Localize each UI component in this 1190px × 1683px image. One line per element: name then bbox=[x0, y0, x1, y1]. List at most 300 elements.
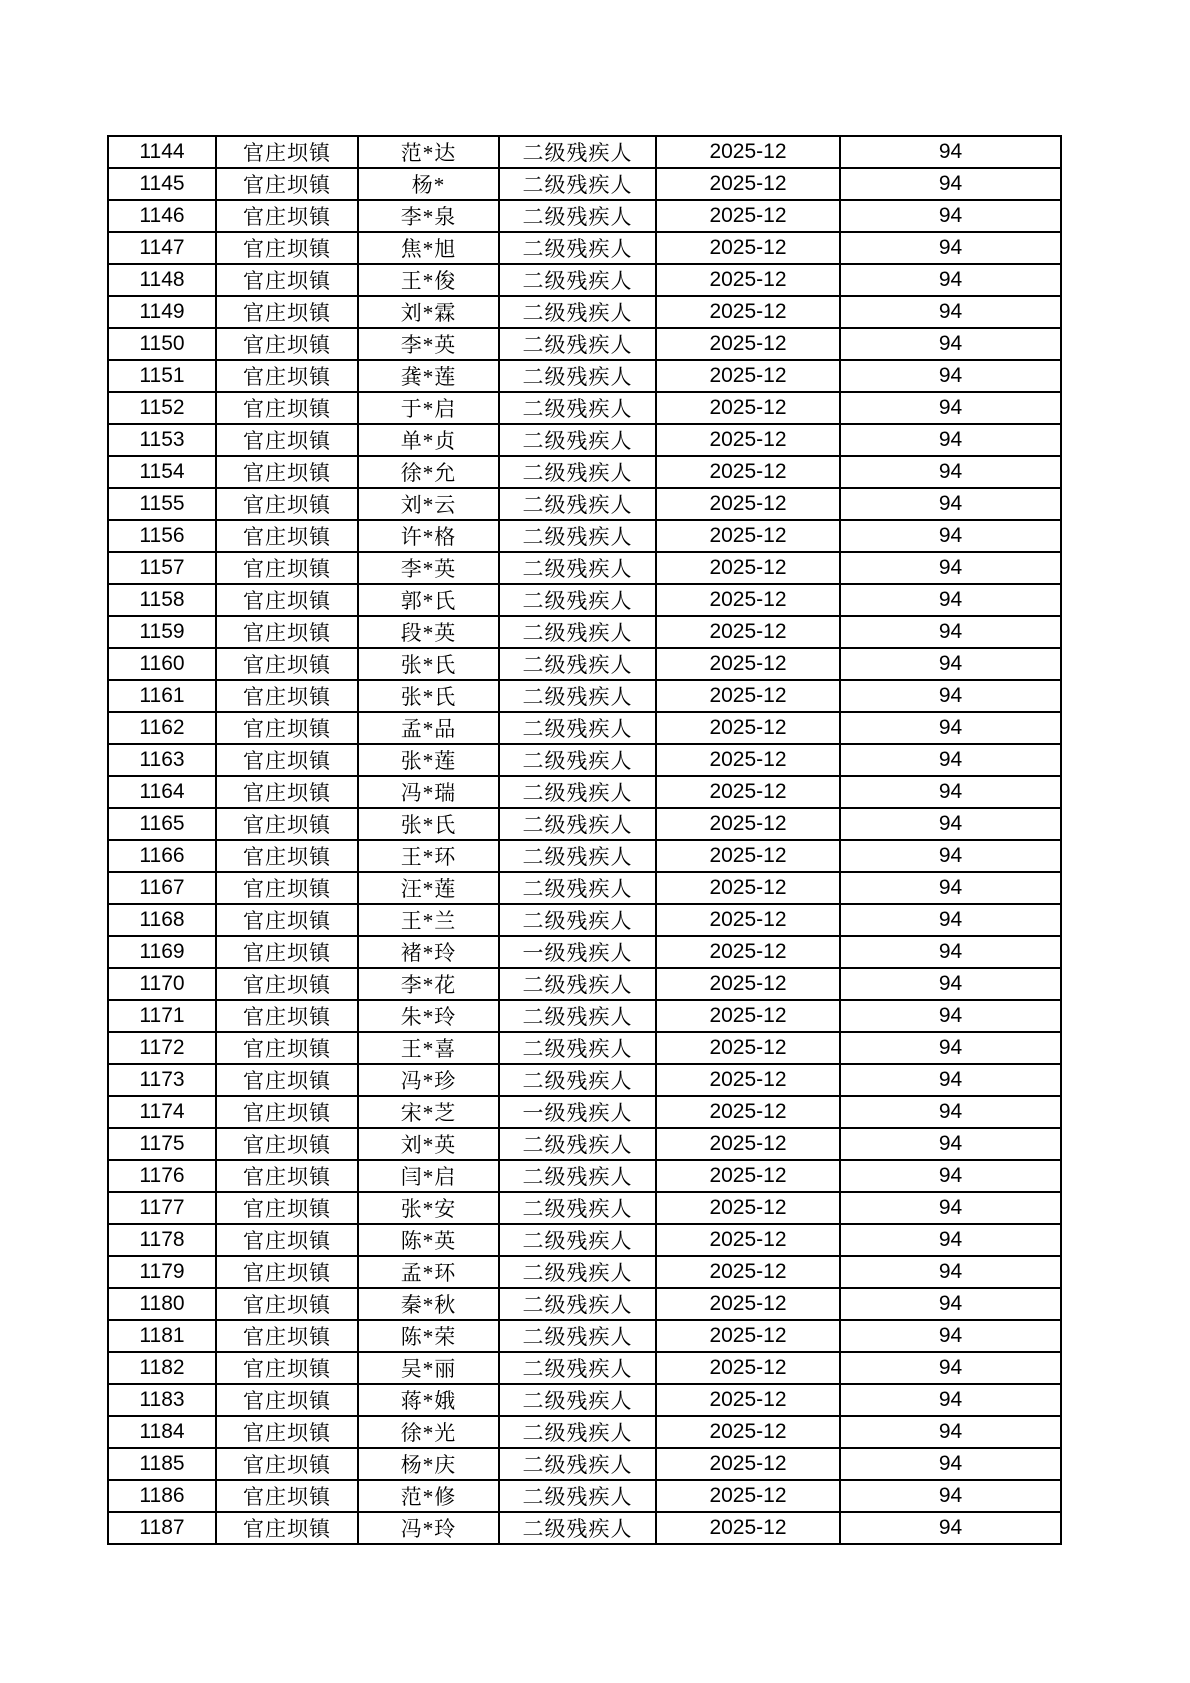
row-number-cell: 1173 bbox=[108, 1064, 216, 1096]
disability-level-cell: 二级残疾人 bbox=[499, 232, 656, 264]
disability-level-cell: 二级残疾人 bbox=[499, 136, 656, 168]
disability-level-cell: 二级残疾人 bbox=[499, 1384, 656, 1416]
amount-cell: 94 bbox=[840, 552, 1061, 584]
payment-month-cell: 2025-12 bbox=[656, 680, 840, 712]
table-row bbox=[108, 1320, 1061, 1352]
table-row bbox=[108, 1128, 1061, 1160]
masked-name-cell: 王*俊 bbox=[358, 264, 499, 296]
masked-name-cell: 徐*光 bbox=[358, 1416, 499, 1448]
amount-cell: 94 bbox=[840, 168, 1061, 200]
table-row bbox=[108, 520, 1061, 552]
row-number-cell: 1162 bbox=[108, 712, 216, 744]
amount-cell: 94 bbox=[840, 1256, 1061, 1288]
town-cell: 官庄坝镇 bbox=[216, 1416, 358, 1448]
disability-level-cell: 二级残疾人 bbox=[499, 1480, 656, 1512]
table-row bbox=[108, 616, 1061, 648]
disability-level-cell: 二级残疾人 bbox=[499, 1320, 656, 1352]
town-cell: 官庄坝镇 bbox=[216, 552, 358, 584]
masked-name-cell: 宋*芝 bbox=[358, 1096, 499, 1128]
town-cell: 官庄坝镇 bbox=[216, 1000, 358, 1032]
disability-level-cell: 二级残疾人 bbox=[499, 520, 656, 552]
table-row bbox=[108, 136, 1061, 168]
town-cell: 官庄坝镇 bbox=[216, 808, 358, 840]
row-number-cell: 1175 bbox=[108, 1128, 216, 1160]
town-cell: 官庄坝镇 bbox=[216, 776, 358, 808]
row-number-cell: 1177 bbox=[108, 1192, 216, 1224]
disability-level-cell: 二级残疾人 bbox=[499, 1128, 656, 1160]
payment-month-cell: 2025-12 bbox=[656, 776, 840, 808]
disability-level-cell: 二级残疾人 bbox=[499, 424, 656, 456]
amount-cell: 94 bbox=[840, 1096, 1061, 1128]
town-cell: 官庄坝镇 bbox=[216, 1224, 358, 1256]
table-row bbox=[108, 552, 1061, 584]
disability-level-cell: 二级残疾人 bbox=[499, 264, 656, 296]
amount-cell: 94 bbox=[840, 232, 1061, 264]
town-cell: 官庄坝镇 bbox=[216, 1320, 358, 1352]
payment-month-cell: 2025-12 bbox=[656, 808, 840, 840]
table-row bbox=[108, 1256, 1061, 1288]
disability-level-cell: 二级残疾人 bbox=[499, 648, 656, 680]
row-number-cell: 1178 bbox=[108, 1224, 216, 1256]
table-row bbox=[108, 904, 1061, 936]
row-number-cell: 1148 bbox=[108, 264, 216, 296]
row-number-cell: 1179 bbox=[108, 1256, 216, 1288]
masked-name-cell: 范*修 bbox=[358, 1480, 499, 1512]
masked-name-cell: 张*氏 bbox=[358, 648, 499, 680]
row-number-cell: 1156 bbox=[108, 520, 216, 552]
masked-name-cell: 王*兰 bbox=[358, 904, 499, 936]
table-row bbox=[108, 1352, 1061, 1384]
table-row bbox=[108, 840, 1061, 872]
payment-month-cell: 2025-12 bbox=[656, 1352, 840, 1384]
disability-level-cell: 二级残疾人 bbox=[499, 1512, 656, 1544]
row-number-cell: 1165 bbox=[108, 808, 216, 840]
payment-month-cell: 2025-12 bbox=[656, 1320, 840, 1352]
amount-cell: 94 bbox=[840, 680, 1061, 712]
row-number-cell: 1176 bbox=[108, 1160, 216, 1192]
table-row bbox=[108, 328, 1061, 360]
table-row bbox=[108, 680, 1061, 712]
row-number-cell: 1153 bbox=[108, 424, 216, 456]
table-row bbox=[108, 1160, 1061, 1192]
town-cell: 官庄坝镇 bbox=[216, 296, 358, 328]
payment-month-cell: 2025-12 bbox=[656, 1064, 840, 1096]
table-row bbox=[108, 648, 1061, 680]
disability-level-cell: 二级残疾人 bbox=[499, 1448, 656, 1480]
town-cell: 官庄坝镇 bbox=[216, 136, 358, 168]
town-cell: 官庄坝镇 bbox=[216, 1064, 358, 1096]
amount-cell: 94 bbox=[840, 872, 1061, 904]
payment-month-cell: 2025-12 bbox=[656, 488, 840, 520]
row-number-cell: 1147 bbox=[108, 232, 216, 264]
payment-month-cell: 2025-12 bbox=[656, 968, 840, 1000]
disability-level-cell: 二级残疾人 bbox=[499, 392, 656, 424]
table-row bbox=[108, 1000, 1061, 1032]
masked-name-cell: 闫*启 bbox=[358, 1160, 499, 1192]
table-row bbox=[108, 936, 1061, 968]
payment-month-cell: 2025-12 bbox=[656, 360, 840, 392]
town-cell: 官庄坝镇 bbox=[216, 200, 358, 232]
table-row bbox=[108, 1064, 1061, 1096]
amount-cell: 94 bbox=[840, 936, 1061, 968]
town-cell: 官庄坝镇 bbox=[216, 232, 358, 264]
disability-level-cell: 二级残疾人 bbox=[499, 616, 656, 648]
payment-month-cell: 2025-12 bbox=[656, 264, 840, 296]
table-row bbox=[108, 1096, 1061, 1128]
row-number-cell: 1158 bbox=[108, 584, 216, 616]
amount-cell: 94 bbox=[840, 1512, 1061, 1544]
table-row bbox=[108, 744, 1061, 776]
table-row bbox=[108, 1192, 1061, 1224]
table-row bbox=[108, 776, 1061, 808]
masked-name-cell: 吴*丽 bbox=[358, 1352, 499, 1384]
amount-cell: 94 bbox=[840, 136, 1061, 168]
disability-level-cell: 二级残疾人 bbox=[499, 1256, 656, 1288]
payment-month-cell: 2025-12 bbox=[656, 1256, 840, 1288]
row-number-cell: 1167 bbox=[108, 872, 216, 904]
row-number-cell: 1185 bbox=[108, 1448, 216, 1480]
amount-cell: 94 bbox=[840, 1448, 1061, 1480]
disability-level-cell: 二级残疾人 bbox=[499, 200, 656, 232]
table-row bbox=[108, 424, 1061, 456]
payment-month-cell: 2025-12 bbox=[656, 1416, 840, 1448]
amount-cell: 94 bbox=[840, 776, 1061, 808]
table-row bbox=[108, 456, 1061, 488]
town-cell: 官庄坝镇 bbox=[216, 584, 358, 616]
masked-name-cell: 于*启 bbox=[358, 392, 499, 424]
masked-name-cell: 刘*云 bbox=[358, 488, 499, 520]
amount-cell: 94 bbox=[840, 328, 1061, 360]
amount-cell: 94 bbox=[840, 840, 1061, 872]
masked-name-cell: 蒋*娥 bbox=[358, 1384, 499, 1416]
row-number-cell: 1157 bbox=[108, 552, 216, 584]
disability-level-cell: 二级残疾人 bbox=[499, 712, 656, 744]
masked-name-cell: 李*英 bbox=[358, 328, 499, 360]
payment-month-cell: 2025-12 bbox=[656, 712, 840, 744]
payment-month-cell: 2025-12 bbox=[656, 1224, 840, 1256]
row-number-cell: 1169 bbox=[108, 936, 216, 968]
row-number-cell: 1166 bbox=[108, 840, 216, 872]
table-row bbox=[108, 296, 1061, 328]
disability-level-cell: 二级残疾人 bbox=[499, 1192, 656, 1224]
amount-cell: 94 bbox=[840, 488, 1061, 520]
masked-name-cell: 张*氏 bbox=[358, 808, 499, 840]
row-number-cell: 1159 bbox=[108, 616, 216, 648]
amount-cell: 94 bbox=[840, 456, 1061, 488]
amount-cell: 94 bbox=[840, 968, 1061, 1000]
payment-month-cell: 2025-12 bbox=[656, 424, 840, 456]
town-cell: 官庄坝镇 bbox=[216, 1096, 358, 1128]
amount-cell: 94 bbox=[840, 1224, 1061, 1256]
table-row bbox=[108, 968, 1061, 1000]
masked-name-cell: 杨*庆 bbox=[358, 1448, 499, 1480]
amount-cell: 94 bbox=[840, 360, 1061, 392]
disability-level-cell: 二级残疾人 bbox=[499, 1064, 656, 1096]
table-row bbox=[108, 1512, 1061, 1544]
amount-cell: 94 bbox=[840, 1128, 1061, 1160]
masked-name-cell: 单*贞 bbox=[358, 424, 499, 456]
table-row bbox=[108, 232, 1061, 264]
table-row bbox=[108, 872, 1061, 904]
masked-name-cell: 陈*荣 bbox=[358, 1320, 499, 1352]
payment-month-cell: 2025-12 bbox=[656, 904, 840, 936]
row-number-cell: 1174 bbox=[108, 1096, 216, 1128]
amount-cell: 94 bbox=[840, 520, 1061, 552]
row-number-cell: 1172 bbox=[108, 1032, 216, 1064]
amount-cell: 94 bbox=[840, 1192, 1061, 1224]
payment-month-cell: 2025-12 bbox=[656, 136, 840, 168]
table-row bbox=[108, 392, 1061, 424]
town-cell: 官庄坝镇 bbox=[216, 1128, 358, 1160]
masked-name-cell: 朱*玲 bbox=[358, 1000, 499, 1032]
payment-month-cell: 2025-12 bbox=[656, 1032, 840, 1064]
disability-level-cell: 二级残疾人 bbox=[499, 680, 656, 712]
row-number-cell: 1145 bbox=[108, 168, 216, 200]
row-number-cell: 1154 bbox=[108, 456, 216, 488]
amount-cell: 94 bbox=[840, 648, 1061, 680]
disability-level-cell: 二级残疾人 bbox=[499, 456, 656, 488]
amount-cell: 94 bbox=[840, 392, 1061, 424]
town-cell: 官庄坝镇 bbox=[216, 328, 358, 360]
masked-name-cell: 张*安 bbox=[358, 1192, 499, 1224]
amount-cell: 94 bbox=[840, 1288, 1061, 1320]
row-number-cell: 1186 bbox=[108, 1480, 216, 1512]
amount-cell: 94 bbox=[840, 1032, 1061, 1064]
town-cell: 官庄坝镇 bbox=[216, 968, 358, 1000]
amount-cell: 94 bbox=[840, 712, 1061, 744]
row-number-cell: 1182 bbox=[108, 1352, 216, 1384]
amount-cell: 94 bbox=[840, 424, 1061, 456]
masked-name-cell: 冯*瑞 bbox=[358, 776, 499, 808]
disability-level-cell: 二级残疾人 bbox=[499, 1288, 656, 1320]
disability-level-cell: 二级残疾人 bbox=[499, 872, 656, 904]
masked-name-cell: 刘*霖 bbox=[358, 296, 499, 328]
amount-cell: 94 bbox=[840, 616, 1061, 648]
payment-month-cell: 2025-12 bbox=[656, 1480, 840, 1512]
row-number-cell: 1164 bbox=[108, 776, 216, 808]
disability-level-cell: 二级残疾人 bbox=[499, 328, 656, 360]
town-cell: 官庄坝镇 bbox=[216, 1512, 358, 1544]
row-number-cell: 1160 bbox=[108, 648, 216, 680]
disability-level-cell: 二级残疾人 bbox=[499, 1032, 656, 1064]
records-table bbox=[107, 135, 1062, 1545]
town-cell: 官庄坝镇 bbox=[216, 616, 358, 648]
town-cell: 官庄坝镇 bbox=[216, 456, 358, 488]
disability-level-cell: 二级残疾人 bbox=[499, 584, 656, 616]
disability-level-cell: 二级残疾人 bbox=[499, 296, 656, 328]
row-number-cell: 1187 bbox=[108, 1512, 216, 1544]
amount-cell: 94 bbox=[840, 1160, 1061, 1192]
disability-level-cell: 二级残疾人 bbox=[499, 840, 656, 872]
amount-cell: 94 bbox=[840, 904, 1061, 936]
amount-cell: 94 bbox=[840, 1384, 1061, 1416]
town-cell: 官庄坝镇 bbox=[216, 1288, 358, 1320]
table-row bbox=[108, 168, 1061, 200]
amount-cell: 94 bbox=[840, 584, 1061, 616]
amount-cell: 94 bbox=[840, 1320, 1061, 1352]
payment-month-cell: 2025-12 bbox=[656, 616, 840, 648]
town-cell: 官庄坝镇 bbox=[216, 1160, 358, 1192]
masked-name-cell: 焦*旭 bbox=[358, 232, 499, 264]
disability-level-cell: 二级残疾人 bbox=[499, 360, 656, 392]
disability-level-cell: 二级残疾人 bbox=[499, 1160, 656, 1192]
disability-level-cell: 二级残疾人 bbox=[499, 488, 656, 520]
disability-level-cell: 二级残疾人 bbox=[499, 552, 656, 584]
disability-level-cell: 一级残疾人 bbox=[499, 1096, 656, 1128]
town-cell: 官庄坝镇 bbox=[216, 1256, 358, 1288]
masked-name-cell: 王*环 bbox=[358, 840, 499, 872]
masked-name-cell: 王*喜 bbox=[358, 1032, 499, 1064]
row-number-cell: 1183 bbox=[108, 1384, 216, 1416]
town-cell: 官庄坝镇 bbox=[216, 1192, 358, 1224]
masked-name-cell: 郭*氏 bbox=[358, 584, 499, 616]
amount-cell: 94 bbox=[840, 264, 1061, 296]
table-row bbox=[108, 1288, 1061, 1320]
town-cell: 官庄坝镇 bbox=[216, 872, 358, 904]
payment-month-cell: 2025-12 bbox=[656, 456, 840, 488]
masked-name-cell: 徐*允 bbox=[358, 456, 499, 488]
table-row bbox=[108, 1384, 1061, 1416]
amount-cell: 94 bbox=[840, 744, 1061, 776]
town-cell: 官庄坝镇 bbox=[216, 840, 358, 872]
payment-month-cell: 2025-12 bbox=[656, 232, 840, 264]
payment-month-cell: 2025-12 bbox=[656, 744, 840, 776]
disability-level-cell: 二级残疾人 bbox=[499, 1416, 656, 1448]
payment-month-cell: 2025-12 bbox=[656, 648, 840, 680]
row-number-cell: 1180 bbox=[108, 1288, 216, 1320]
records-table-body bbox=[108, 136, 1061, 1544]
table-row bbox=[108, 360, 1061, 392]
table-row bbox=[108, 1224, 1061, 1256]
payment-month-cell: 2025-12 bbox=[656, 1096, 840, 1128]
masked-name-cell: 褚*玲 bbox=[358, 936, 499, 968]
table-row bbox=[108, 1416, 1061, 1448]
row-number-cell: 1146 bbox=[108, 200, 216, 232]
table-row bbox=[108, 264, 1061, 296]
row-number-cell: 1144 bbox=[108, 136, 216, 168]
masked-name-cell: 龚*莲 bbox=[358, 360, 499, 392]
payment-month-cell: 2025-12 bbox=[656, 328, 840, 360]
payment-month-cell: 2025-12 bbox=[656, 200, 840, 232]
disability-level-cell: 二级残疾人 bbox=[499, 168, 656, 200]
disability-level-cell: 一级残疾人 bbox=[499, 936, 656, 968]
amount-cell: 94 bbox=[840, 200, 1061, 232]
amount-cell: 94 bbox=[840, 1352, 1061, 1384]
amount-cell: 94 bbox=[840, 808, 1061, 840]
disability-level-cell: 二级残疾人 bbox=[499, 744, 656, 776]
table-row bbox=[108, 1480, 1061, 1512]
town-cell: 官庄坝镇 bbox=[216, 1352, 358, 1384]
disability-level-cell: 二级残疾人 bbox=[499, 1352, 656, 1384]
table-row bbox=[108, 200, 1061, 232]
disability-level-cell: 二级残疾人 bbox=[499, 1000, 656, 1032]
disability-level-cell: 二级残疾人 bbox=[499, 968, 656, 1000]
town-cell: 官庄坝镇 bbox=[216, 488, 358, 520]
masked-name-cell: 冯*玲 bbox=[358, 1512, 499, 1544]
amount-cell: 94 bbox=[840, 1064, 1061, 1096]
masked-name-cell: 陈*英 bbox=[358, 1224, 499, 1256]
masked-name-cell: 张*莲 bbox=[358, 744, 499, 776]
payment-month-cell: 2025-12 bbox=[656, 1000, 840, 1032]
town-cell: 官庄坝镇 bbox=[216, 680, 358, 712]
masked-name-cell: 李*英 bbox=[358, 552, 499, 584]
row-number-cell: 1170 bbox=[108, 968, 216, 1000]
town-cell: 官庄坝镇 bbox=[216, 1448, 358, 1480]
masked-name-cell: 杨* bbox=[358, 168, 499, 200]
masked-name-cell: 许*格 bbox=[358, 520, 499, 552]
disability-level-cell: 二级残疾人 bbox=[499, 1224, 656, 1256]
payment-month-cell: 2025-12 bbox=[656, 1448, 840, 1480]
row-number-cell: 1155 bbox=[108, 488, 216, 520]
masked-name-cell: 段*英 bbox=[358, 616, 499, 648]
table-row bbox=[108, 488, 1061, 520]
town-cell: 官庄坝镇 bbox=[216, 936, 358, 968]
payment-month-cell: 2025-12 bbox=[656, 1512, 840, 1544]
masked-name-cell: 汪*莲 bbox=[358, 872, 499, 904]
masked-name-cell: 孟*品 bbox=[358, 712, 499, 744]
masked-name-cell: 范*达 bbox=[358, 136, 499, 168]
row-number-cell: 1184 bbox=[108, 1416, 216, 1448]
payment-month-cell: 2025-12 bbox=[656, 392, 840, 424]
town-cell: 官庄坝镇 bbox=[216, 424, 358, 456]
table-row bbox=[108, 712, 1061, 744]
disability-level-cell: 二级残疾人 bbox=[499, 808, 656, 840]
payment-month-cell: 2025-12 bbox=[656, 1384, 840, 1416]
amount-cell: 94 bbox=[840, 1000, 1061, 1032]
payment-month-cell: 2025-12 bbox=[656, 1160, 840, 1192]
town-cell: 官庄坝镇 bbox=[216, 648, 358, 680]
payment-month-cell: 2025-12 bbox=[656, 552, 840, 584]
amount-cell: 94 bbox=[840, 296, 1061, 328]
masked-name-cell: 孟*环 bbox=[358, 1256, 499, 1288]
row-number-cell: 1171 bbox=[108, 1000, 216, 1032]
town-cell: 官庄坝镇 bbox=[216, 264, 358, 296]
payment-month-cell: 2025-12 bbox=[656, 168, 840, 200]
payment-month-cell: 2025-12 bbox=[656, 936, 840, 968]
row-number-cell: 1150 bbox=[108, 328, 216, 360]
town-cell: 官庄坝镇 bbox=[216, 1480, 358, 1512]
payment-month-cell: 2025-12 bbox=[656, 1288, 840, 1320]
masked-name-cell: 秦*秋 bbox=[358, 1288, 499, 1320]
town-cell: 官庄坝镇 bbox=[216, 744, 358, 776]
payment-month-cell: 2025-12 bbox=[656, 1192, 840, 1224]
amount-cell: 94 bbox=[840, 1416, 1061, 1448]
town-cell: 官庄坝镇 bbox=[216, 1032, 358, 1064]
town-cell: 官庄坝镇 bbox=[216, 360, 358, 392]
masked-name-cell: 冯*珍 bbox=[358, 1064, 499, 1096]
table-row bbox=[108, 808, 1061, 840]
town-cell: 官庄坝镇 bbox=[216, 904, 358, 936]
town-cell: 官庄坝镇 bbox=[216, 1384, 358, 1416]
disability-level-cell: 二级残疾人 bbox=[499, 776, 656, 808]
town-cell: 官庄坝镇 bbox=[216, 168, 358, 200]
payment-month-cell: 2025-12 bbox=[656, 296, 840, 328]
row-number-cell: 1161 bbox=[108, 680, 216, 712]
row-number-cell: 1163 bbox=[108, 744, 216, 776]
payment-month-cell: 2025-12 bbox=[656, 520, 840, 552]
payment-month-cell: 2025-12 bbox=[656, 872, 840, 904]
town-cell: 官庄坝镇 bbox=[216, 712, 358, 744]
row-number-cell: 1181 bbox=[108, 1320, 216, 1352]
table-row bbox=[108, 1448, 1061, 1480]
masked-name-cell: 李*花 bbox=[358, 968, 499, 1000]
payment-month-cell: 2025-12 bbox=[656, 584, 840, 616]
amount-cell: 94 bbox=[840, 1480, 1061, 1512]
masked-name-cell: 张*氏 bbox=[358, 680, 499, 712]
row-number-cell: 1151 bbox=[108, 360, 216, 392]
disability-level-cell: 二级残疾人 bbox=[499, 904, 656, 936]
payment-month-cell: 2025-12 bbox=[656, 1128, 840, 1160]
